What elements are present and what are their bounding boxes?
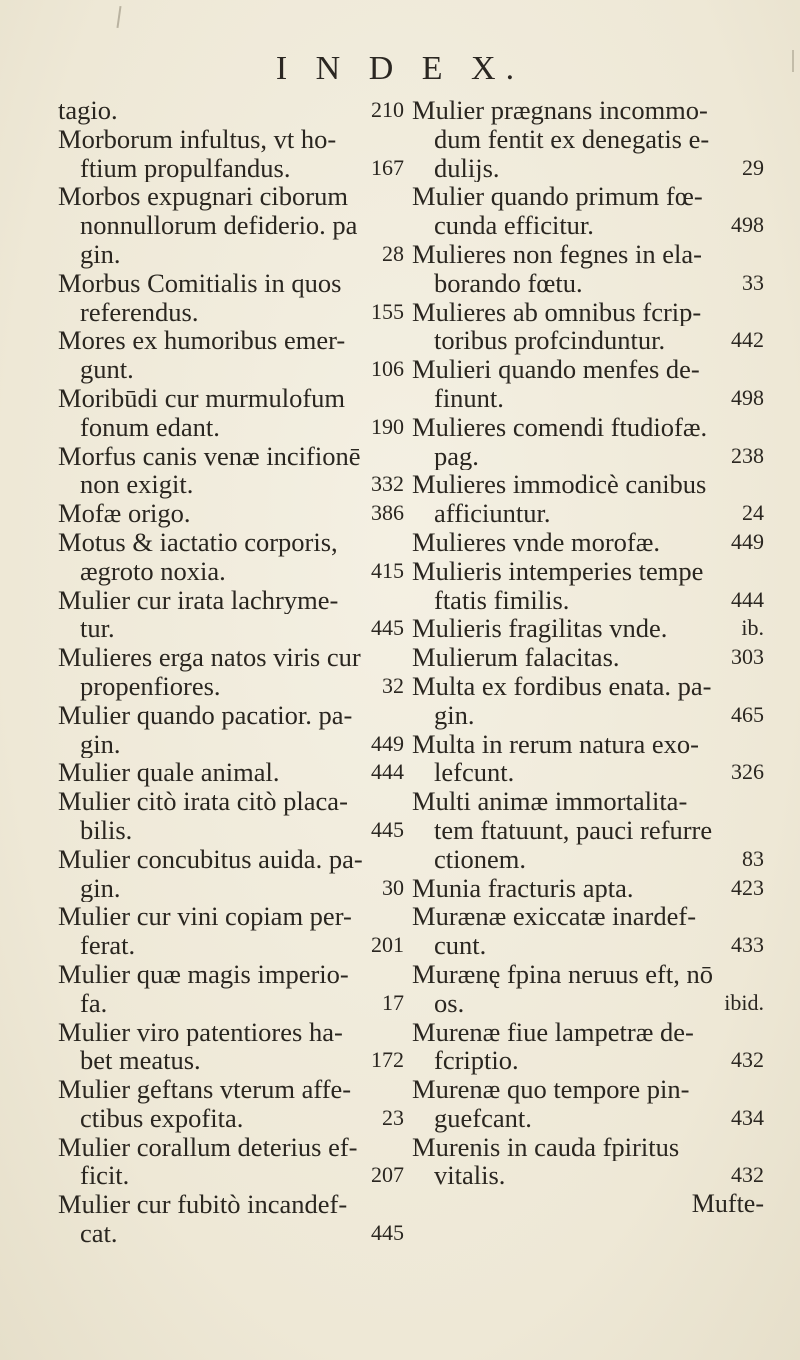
index-entry xyxy=(412,787,764,873)
entry-text: ctibus expofita. xyxy=(80,1103,244,1133)
entry-text: Multi animæ immortalita- xyxy=(412,787,688,816)
entry-text: ægroto noxia. xyxy=(80,556,226,586)
entry-text: Mulieris intemperies tempe xyxy=(412,556,704,586)
index-entry xyxy=(412,1018,764,1076)
entry-text: Mulier citò irata citò placa- xyxy=(58,787,348,816)
index-entry xyxy=(412,355,764,413)
index-entry xyxy=(412,557,764,615)
index-entry xyxy=(412,1133,764,1191)
index-entry xyxy=(58,125,404,183)
index-entry xyxy=(58,1075,404,1133)
entry-text: Mulier cur vini copiam per- xyxy=(58,902,352,932)
index-entry xyxy=(412,960,764,1018)
entry-text: dulijs. xyxy=(434,153,500,183)
entry-text: Mulieres comendi ftudiofæ. xyxy=(412,412,708,442)
index-entry xyxy=(412,902,764,960)
index-entry xyxy=(58,96,404,125)
entry-text: borando fœtu. xyxy=(434,268,583,298)
index-entry xyxy=(412,413,764,471)
entry-text: Mulier viro patentiores ha- xyxy=(58,1017,343,1047)
entry-text: Murenæ fiue lampetræ de- xyxy=(412,1017,694,1047)
page-number: 423 xyxy=(731,874,764,900)
page-number: 190 xyxy=(371,413,404,439)
entry-text: Mulier quale animal. xyxy=(58,758,280,788)
page-number: 432 xyxy=(731,1162,764,1188)
index-entry xyxy=(58,384,404,442)
page-number: 210 xyxy=(371,97,404,122)
entry-text: Mofæ origo. xyxy=(58,499,191,528)
index-entry xyxy=(412,643,764,672)
entry-text: Mulier prægnans incommo- xyxy=(412,96,708,125)
index-entry xyxy=(58,182,404,268)
entry-text: gin. xyxy=(434,700,475,730)
index-entry xyxy=(58,1018,404,1076)
index-entry xyxy=(58,269,404,327)
index-entry xyxy=(412,96,764,182)
page-number: 386 xyxy=(371,500,404,526)
page-number: ib. xyxy=(741,615,764,641)
page-number: 442 xyxy=(731,327,764,353)
entry-text: Mulieri quando menfes de- xyxy=(412,355,700,384)
page-number: 172 xyxy=(371,1047,404,1073)
entry-text: lefcunt. xyxy=(434,758,515,788)
entry-text: cunt. xyxy=(434,931,487,960)
entry-text: nonnullorum defiderio. pa xyxy=(80,211,358,240)
catchword: Mufte- xyxy=(691,1189,764,1219)
index-entry xyxy=(58,442,404,500)
entry-text: Morbus Comitialis in quos xyxy=(58,268,342,298)
page-number: 238 xyxy=(731,442,764,468)
index-entry xyxy=(412,240,764,298)
entry-text: Mulier geftans vterum affe- xyxy=(58,1075,352,1104)
page-number: 33 xyxy=(742,269,764,295)
page-number: 449 xyxy=(731,528,764,554)
page-number: 17 xyxy=(382,989,404,1015)
entry-text: non exigit. xyxy=(80,470,194,500)
entry-text: Mores ex humoribus emer- xyxy=(58,326,346,356)
index-entry xyxy=(58,528,404,586)
page-number: 30 xyxy=(382,874,404,900)
entry-text: toribus profcinduntur. xyxy=(434,326,666,356)
page-number: 24 xyxy=(742,500,764,526)
entry-text: Mulier cur fubitò incandef- xyxy=(58,1190,348,1220)
index-entry xyxy=(412,1075,764,1133)
index-entry xyxy=(412,614,764,643)
page-number: 83 xyxy=(742,845,764,871)
page-number: 498 xyxy=(731,384,764,410)
entry-text: Multa in rerum natura exo- xyxy=(412,729,699,759)
entry-text: Murænę fpina neruus eft, nō xyxy=(412,959,713,989)
page-number: 445 xyxy=(371,1220,404,1246)
page-number: 444 xyxy=(731,586,764,612)
page-number: 465 xyxy=(731,701,764,727)
entry-text: ctionem. xyxy=(434,844,526,874)
entry-text: dum fentit ex denegatis e- xyxy=(434,124,710,154)
page-number: 444 xyxy=(371,759,404,785)
entry-text: bilis. xyxy=(80,815,133,845)
page-number: ibid. xyxy=(724,989,764,1015)
entry-text: Mulier cur irata lachryme- xyxy=(58,585,339,615)
entry-text: fonum edant. xyxy=(80,412,220,442)
entry-text: tur. xyxy=(80,614,115,644)
entry-text: Mulierum falacitas. xyxy=(412,643,620,672)
entry-text: Mulieres ab omnibus fcrip- xyxy=(412,297,702,327)
entry-text: Mulier quando primum fœ- xyxy=(412,182,703,212)
page-number: 201 xyxy=(371,932,404,958)
page-number: 207 xyxy=(371,1162,404,1188)
entry-text: Mulieres immodicè canibus xyxy=(412,470,707,500)
entry-text: finunt. xyxy=(434,383,504,413)
entry-text: Mulier corallum deterius ef- xyxy=(58,1132,358,1162)
page-number: 106 xyxy=(371,356,404,382)
entry-text: cat. xyxy=(80,1219,118,1248)
entry-text: Mulier quæ magis imperio- xyxy=(58,959,349,989)
page-number: 498 xyxy=(731,212,764,238)
index-entry xyxy=(412,730,764,788)
index-entry xyxy=(412,182,764,240)
page-number: 332 xyxy=(371,471,404,497)
entry-text: afficiuntur. xyxy=(434,499,551,528)
page-number: 415 xyxy=(371,557,404,583)
index-entry xyxy=(58,902,404,960)
entry-text: fcriptio. xyxy=(434,1046,519,1076)
page-number: 303 xyxy=(731,644,764,670)
entry-text: Murenis in cauda fpiritus xyxy=(412,1132,680,1162)
entry-text: Munia fracturis apta. xyxy=(412,873,634,903)
entry-text: ferat. xyxy=(80,931,136,960)
entry-text: ficit. xyxy=(80,1161,130,1191)
page-number: 28 xyxy=(382,240,404,266)
entry-text: bet meatus. xyxy=(80,1046,201,1076)
page-number: 29 xyxy=(742,154,764,180)
index-entry xyxy=(412,528,764,557)
entry-text: Motus & iactatio corporis, xyxy=(58,527,338,557)
index-entry xyxy=(58,586,404,644)
entry-text: os. xyxy=(434,988,465,1018)
entry-text: propenfiores. xyxy=(80,671,221,701)
index-entry xyxy=(58,758,404,787)
entry-text: Mulieris fragilitas vnde. xyxy=(412,614,668,644)
page-number: 155 xyxy=(371,298,404,324)
index-entry xyxy=(58,787,404,845)
page-number: 445 xyxy=(371,615,404,641)
entry-text: Murenæ quo tempore pin- xyxy=(412,1075,690,1104)
index-entry xyxy=(58,1190,404,1248)
index-entry xyxy=(412,470,764,528)
entry-text: Morfus canis venæ incifionē xyxy=(58,441,361,471)
index-entry xyxy=(58,326,404,384)
entry-text: gin. xyxy=(80,239,121,269)
page-number: 326 xyxy=(731,759,764,785)
page-number: 32 xyxy=(382,672,404,698)
entry-text: ftatis fimilis. xyxy=(434,585,570,615)
index-entry xyxy=(58,643,404,701)
entry-text: cunda efficitur. xyxy=(434,211,594,240)
index-column-right xyxy=(412,96,764,1219)
entry-text: Multa ex fordibus enata. pa- xyxy=(412,671,712,701)
index-entry xyxy=(58,499,404,528)
entry-text: gin. xyxy=(80,873,121,903)
entry-text: Morborum infultus, vt ho- xyxy=(58,124,337,154)
index-entry xyxy=(58,845,404,903)
entry-text: Murænæ exiccatæ inardef- xyxy=(412,902,697,932)
entry-text: Moribūdi cur murmulofum xyxy=(58,383,346,413)
index-entry xyxy=(412,298,764,356)
entry-text: ftium propulfandus. xyxy=(80,153,291,183)
page-number: 449 xyxy=(371,730,404,756)
entry-text: vitalis. xyxy=(434,1161,506,1191)
entry-text: Mulieres non fegnes in ela- xyxy=(412,239,702,269)
entry-text: Mulieres vnde morofæ. xyxy=(412,527,661,557)
page-number: 433 xyxy=(731,932,764,958)
index-entry xyxy=(58,960,404,1018)
entry-text: Mulieres erga natos viris cur xyxy=(58,643,361,672)
entry-text: tagio. xyxy=(58,96,118,125)
index-entry xyxy=(412,874,764,903)
entry-text: Mulier concubitus auida. pa- xyxy=(58,844,363,874)
entry-text: referendus. xyxy=(80,297,199,327)
page-number: 23 xyxy=(382,1104,404,1130)
entry-text: gin. xyxy=(80,729,121,759)
index-entry xyxy=(58,1133,404,1191)
page-number: 434 xyxy=(731,1104,764,1130)
page-number: 432 xyxy=(731,1047,764,1073)
entry-text: fa. xyxy=(80,988,108,1018)
entry-text: Mulier quando pacatior. pa- xyxy=(58,700,353,730)
page-header: I N D E X. xyxy=(275,50,525,87)
page-number: 445 xyxy=(371,816,404,842)
index-entry xyxy=(58,701,404,759)
ink-mark xyxy=(116,6,121,28)
index-entry xyxy=(412,672,764,730)
entry-text: Morbos expugnari ciborum xyxy=(58,182,348,212)
entry-text: pag. xyxy=(434,441,479,471)
entry-text: gunt. xyxy=(80,355,134,384)
entry-text: tem ftatuunt, pauci refurre xyxy=(434,815,713,845)
page-number: 167 xyxy=(371,154,404,180)
entry-text: guefcant. xyxy=(434,1103,532,1133)
index-column-left xyxy=(58,96,404,1248)
